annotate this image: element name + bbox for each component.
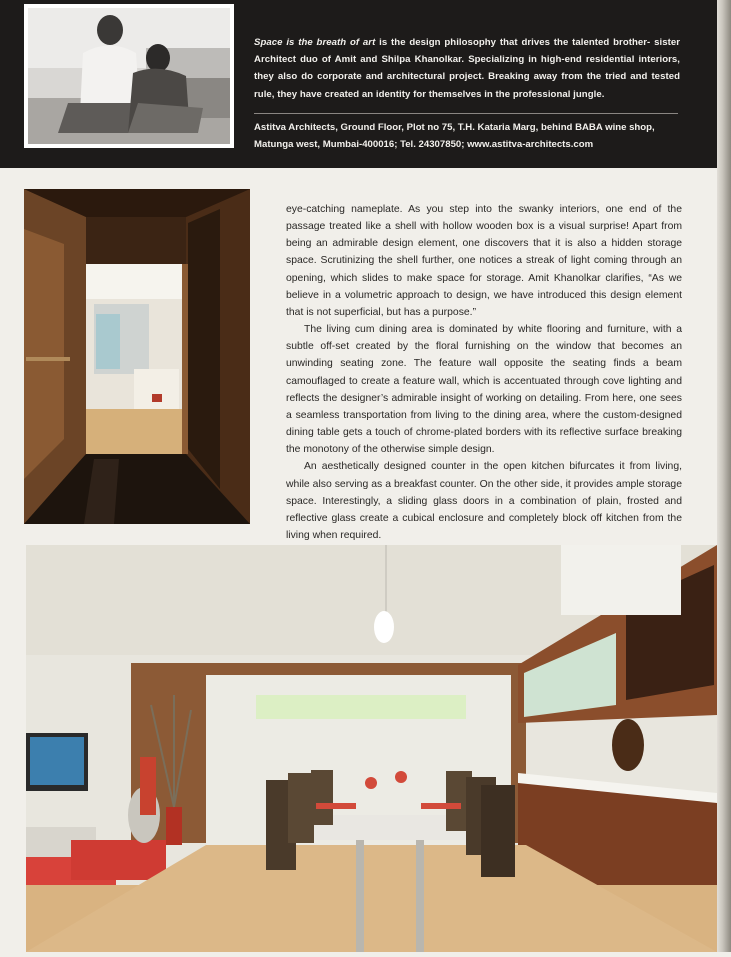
intro-lead: Space is the breath of art (254, 37, 376, 48)
page-edge (717, 0, 731, 952)
article-body (286, 201, 682, 544)
portrait-image (28, 8, 230, 144)
corridor-photo (24, 189, 250, 524)
article-paragraph: An aesthetically designed counter in the open kitchen bifurcates it from living, while also serving as a breakfast counter. On the other side, it provides ample storage space. Interestingly, a sliding glass doors in a combination of plain, frosted and reflective glass create a cubical enclosure and completely block off kitchen from the living when required. (286, 461, 682, 541)
contact-address: Astitva Architects, Ground Floor, Plot no 75, T.H. Kataria Marg, behind BABA wine shop, Matunga west, Mumbai-400016; Tel. 24307850; www.astitva-architects.com (254, 122, 655, 151)
article-paragraph: eye-catching nameplate. As you step into the swanky interiors, one end of the passage treated like a shell with hollow wooden box is a visual surprise! Apart from being an admirable design element, one discovers that it is also a hidden storage space. Scrutinizing the shell further, one notices a streak of light coming through an opening, which slides to make space for storage. Amit Khanolkar clarifies, “As we believe in a volumetric approach to design, we have introduced this design element that is not superficial, but has a purpose.” (286, 204, 682, 318)
architects-portrait (24, 4, 234, 148)
article-paragraph: The living cum dining area is dominated by white flooring and furniture, with a subtle off-set created by the floral furnishing on the window that becomes an unwinding seating zone. The feature wall opposite the seating finds a beam camouflaged to create a feature wall, which is accentuated through cove lighting and reflects the designer’s admirable insight of working on detailing. From here, one sees a seamless transportation from living to the dining area, where the custom-designed dining table gets a touch of chrome-plated borders with its reflective surface breaking the monotony of the otherwise simple design. (286, 324, 682, 456)
header-band (0, 0, 717, 168)
designer-intro (254, 34, 680, 103)
header-divider (254, 113, 678, 114)
intro-text: is the design philosophy that drives the talented brother- sister Architect duo of Amit and Shilpa Khanolkar. Specializing in high-end residential interiors, they also do corporate and architectural project. Breaking away from the tried and tested rule, they have created an identity for themselves in the professional jungle. (254, 37, 680, 100)
dining-room-photo (26, 545, 717, 952)
